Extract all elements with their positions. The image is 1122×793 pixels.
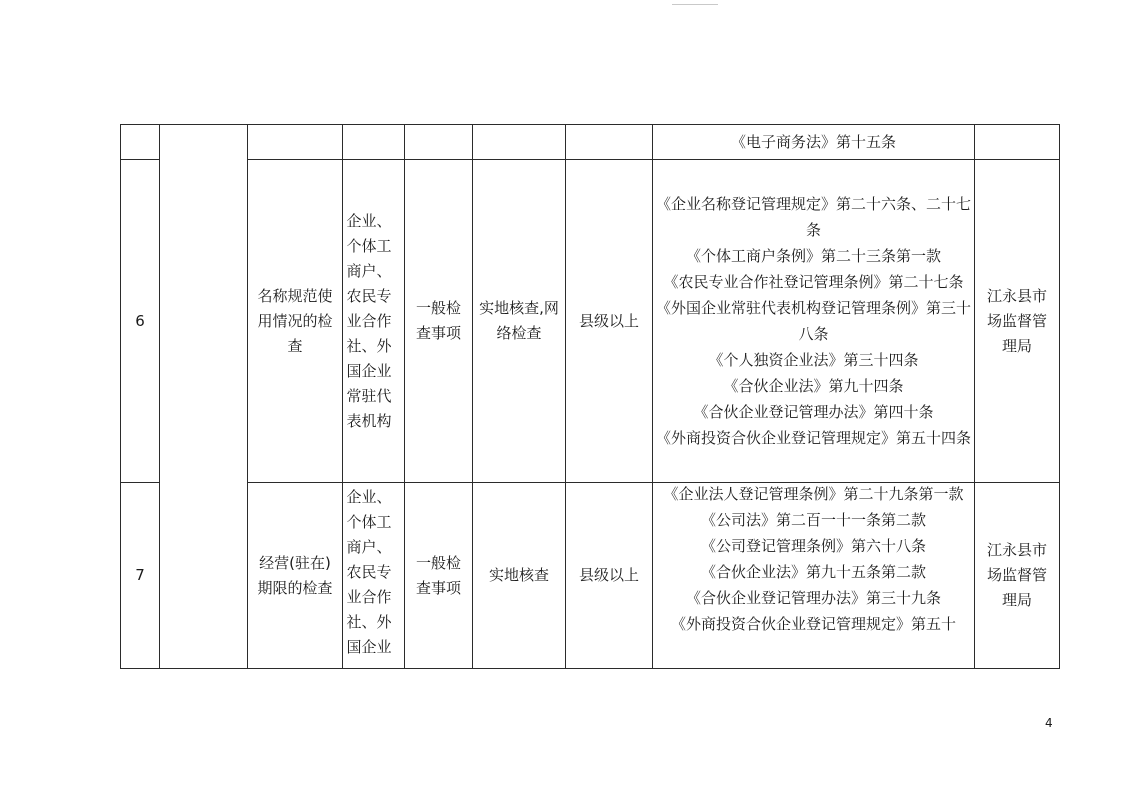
object-cell bbox=[343, 160, 405, 483]
method-cell bbox=[473, 125, 566, 160]
object-box bbox=[343, 485, 404, 667]
basis-line: 《企业法人登记管理条例》第二十九条第一款 bbox=[663, 484, 964, 503]
basis-line: 《外商投资合伙企业登记管理规定》第五十 bbox=[670, 614, 956, 633]
page-number: 4 bbox=[1045, 716, 1053, 730]
inspection-type: 一般检查事项 bbox=[415, 299, 461, 342]
basis-list bbox=[653, 191, 974, 451]
seq-cell bbox=[121, 160, 160, 483]
type-cell bbox=[405, 160, 473, 483]
seq-number: 7 bbox=[135, 566, 145, 584]
method-cell bbox=[473, 160, 566, 483]
dept-cell bbox=[975, 125, 1060, 160]
department: 江永县市场监督管理局 bbox=[986, 541, 1047, 609]
basis-line: 《公司法》第二百一十一条第二款 bbox=[700, 510, 926, 529]
inspection-type: 一般检查事项 bbox=[415, 553, 461, 597]
basis-cell bbox=[653, 160, 975, 483]
basis-line: 《公司登记管理条例》第六十八条 bbox=[700, 536, 926, 555]
table-row bbox=[121, 483, 1060, 669]
inspection-object: 企业、个体工商户、农民专业合作社、外国企业 bbox=[346, 487, 392, 656]
basis-line: 《合伙企业登记管理办法》第三十九条 bbox=[685, 588, 941, 607]
inspection-object: 企业、个体工商户、农民专业合作社、外国企业常驻代表机构 bbox=[346, 211, 392, 430]
item-name-cell bbox=[248, 125, 343, 160]
seq-cell bbox=[121, 125, 160, 160]
object-cell bbox=[343, 125, 405, 160]
type-cell bbox=[405, 483, 473, 669]
basis-line: 《合伙企业法》第九十五条第二款 bbox=[700, 562, 926, 581]
table-row bbox=[121, 160, 1060, 483]
basis-line: 《企业名称登记管理规定》第二十六条、二十七条 bbox=[655, 195, 971, 239]
item-name: 经营(驻在)期限的检查 bbox=[257, 553, 333, 597]
basis-line: 《个人独资企业法》第三十四条 bbox=[708, 351, 919, 369]
inspection-level: 县级以上 bbox=[578, 566, 639, 584]
level-cell bbox=[566, 125, 653, 160]
basis-list bbox=[663, 485, 963, 637]
item-name: 名称规范使用情况的检查 bbox=[257, 286, 333, 355]
category-cell bbox=[160, 125, 248, 669]
item-name-cell bbox=[248, 160, 343, 483]
item-name-cell bbox=[248, 483, 343, 669]
basis-line: 《外国企业常驻代表机构登记管理条例》第三十八条 bbox=[655, 299, 971, 343]
table-row bbox=[121, 125, 1060, 160]
level-cell bbox=[566, 483, 653, 669]
seq-cell bbox=[121, 483, 160, 669]
basis-line: 《合伙企业法》第九十四条 bbox=[723, 377, 904, 395]
basis-line: 《个体工商户条例》第二十三条第一款 bbox=[685, 247, 941, 265]
object-cell bbox=[343, 483, 405, 669]
level-cell bbox=[566, 160, 653, 483]
dept-cell bbox=[975, 483, 1060, 669]
basis-line: 《外商投资合伙企业登记管理规定》第五十四条 bbox=[655, 429, 971, 447]
basis-line: 《农民专业合作社登记管理条例》第二十七条 bbox=[663, 273, 964, 291]
regulation-table bbox=[120, 124, 1060, 669]
basis-cell bbox=[653, 125, 975, 160]
basis-box bbox=[653, 485, 974, 667]
inspection-method: 实地核查,网络检查 bbox=[479, 299, 559, 342]
basis-cell bbox=[653, 483, 975, 669]
basis-line: 《电子商务法》第十五条 bbox=[730, 132, 896, 151]
type-cell bbox=[405, 125, 473, 160]
department: 江永县市场监督管理局 bbox=[986, 286, 1047, 355]
seq-number: 6 bbox=[135, 311, 145, 330]
dept-cell bbox=[975, 160, 1060, 483]
method-cell bbox=[473, 483, 566, 669]
inspection-level: 县级以上 bbox=[578, 311, 639, 330]
inspection-method: 实地核查 bbox=[488, 566, 549, 584]
basis-line: 《合伙企业登记管理办法》第四十条 bbox=[693, 403, 934, 421]
scan-mark bbox=[672, 4, 718, 5]
